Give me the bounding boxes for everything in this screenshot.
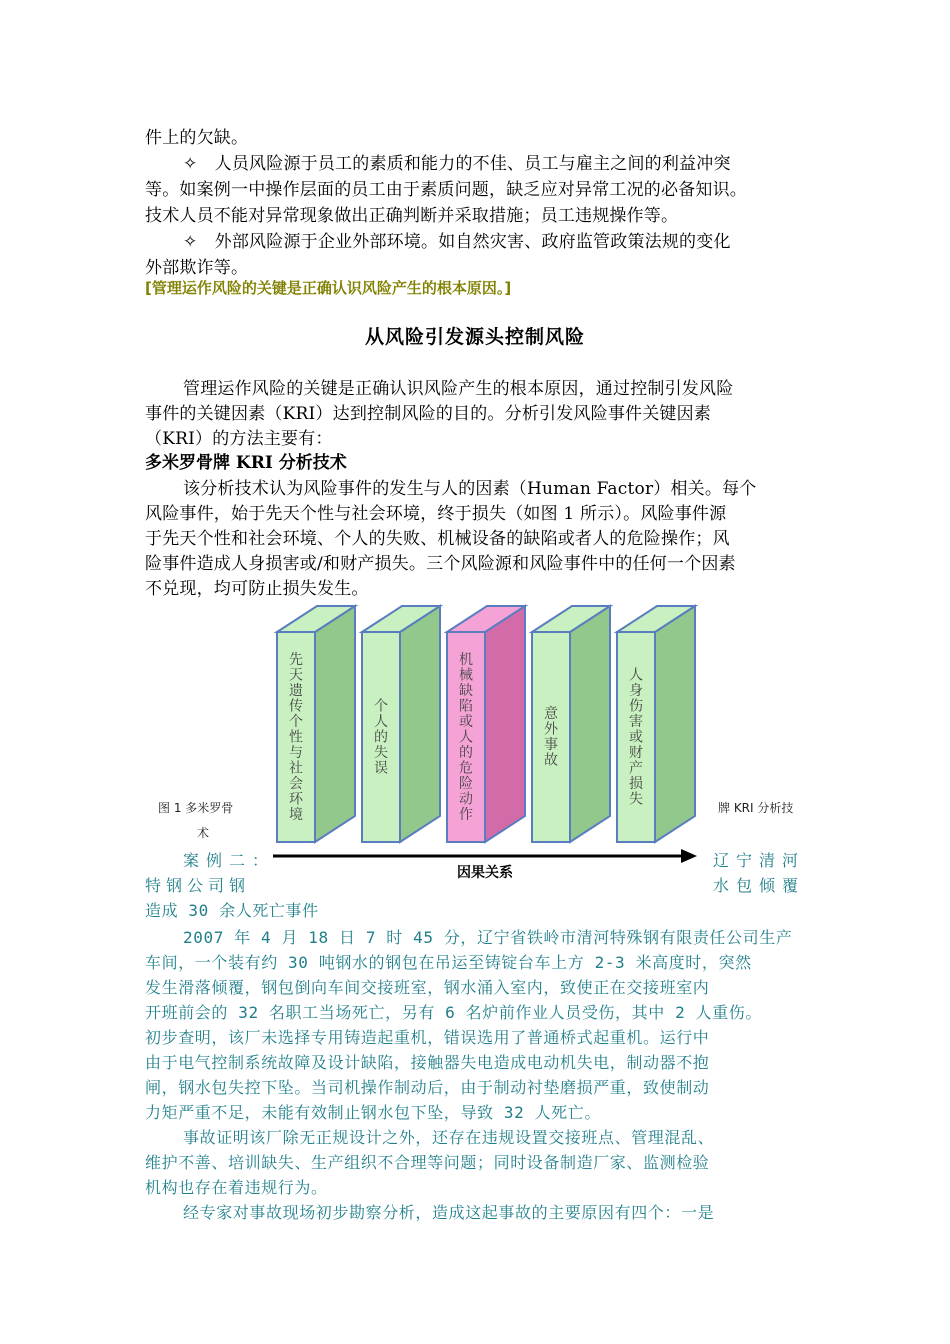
figure-caption-right: 牌 KRI 分析技 (718, 801, 794, 815)
case-text-line: 由于电气控制系统故障及设计缺陷，接触器失电造成电动机失电，制动器不抱 (145, 1053, 710, 1072)
domino-label: 意外事故 (544, 706, 558, 769)
text-line: 技术人员不能对异常现象做出正确判断并采取措施；员工违规操作等。 (145, 206, 679, 226)
bullet-line-personnel: ✧ 人员风险源于员工的素质和能力的不佳、员工与雇主之间的利益冲突 (183, 154, 731, 174)
figure-caption-left: 图 1 多米罗骨 (158, 801, 234, 815)
figure-caption-left-cont: 术 (197, 826, 210, 840)
domino-box-3 (447, 606, 525, 842)
text-line: 等。如案例一中操作层面的员工由于素质问题，缺乏应对异常工况的必备知识。 (145, 180, 747, 200)
case-text-line: 事故证明该厂除无正规设计之外，还存在违规设置交接班点、管理混乱、 (183, 1128, 715, 1147)
case-text-line: 维护不善、培训缺失、生产组织不合理等问题；同时设备制造厂家、监测检验 (145, 1153, 710, 1172)
text-line: 件上的欠缺。 (145, 128, 249, 148)
domino-figure (265, 598, 705, 888)
domino-label: 先天遗传个性与社会环境 (289, 651, 303, 823)
domino-label: 个人的失误 (374, 698, 388, 777)
bullet-line-external: ✧ 外部风险源于企业外部环境。如自然灾害、政府监管政策法规的变化 (183, 232, 731, 252)
text-line: 事件的关键因素（KRI）达到控制风险的目的。分析引发风险事件关键因素 (145, 404, 712, 424)
case-title-left: 案例二： (183, 851, 276, 870)
domino-box-1 (277, 606, 355, 842)
case-title-line-3: 造成 30 余人死亡事件 (145, 901, 319, 920)
domino-label: 人身伤害或财产损失 (629, 667, 643, 808)
domino-box-4 (532, 606, 610, 842)
domino-side-face (655, 606, 695, 842)
causal-arrow-head (681, 849, 697, 863)
text-line: 该分析技术认为风险事件的发生与人的因素（Human Factor）相关。每个 (183, 479, 757, 499)
case-title-right-2: 水包倾覆 (713, 876, 806, 895)
case-text-line: 2007 年 4 月 18 日 7 时 45 分，辽宁省铁岭市清河特殊钢有限责任公司生产 (183, 928, 793, 947)
case-text-line: 经专家对事故现场初步勘察分析，造成这起事故的主要原因有四个：一是 (183, 1203, 715, 1222)
case-title-left-2: 特钢公司钢 (145, 876, 251, 895)
domino-side-face (570, 606, 610, 842)
section-title: 从风险引发源头控制风险 (364, 326, 585, 348)
text-line: （KRI）的方法主要有： (145, 429, 333, 449)
case-text-line: 发生滑落倾覆，钢包倒向车间交接班室，钢水涌入室内，致使正在交接班室内 (145, 978, 710, 997)
domino-label: 机械缺陷或人的危险动作 (459, 651, 473, 823)
case-text-line: 力矩严重不足，未能有效制止钢水包下坠，导致 32 人死亡。 (145, 1103, 601, 1122)
case-text-line: 机构也存在着违规行为。 (145, 1178, 328, 1197)
case-text-line: 初步查明，该厂未选择专用铸造起重机，错误选用了普通桥式起重机。运行中 (145, 1028, 710, 1047)
domino-side-face (485, 606, 525, 842)
domino-side-face (400, 606, 440, 842)
causal-label: 因果关系 (457, 865, 513, 881)
domino-side-face (315, 606, 355, 842)
case-text-line: 闸，钢水包失控下坠。当司机操作制动后，由于制动衬垫磨损严重，致使制动 (145, 1078, 710, 1097)
text-line: 风险事件，始于先天个性与社会环境，终于损失（如图 1 所示）。风险事件源 (145, 504, 727, 524)
text-line: 于先天个性和社会环境、个人的失败、机械设备的缺陷或者人的危险操作；风 (145, 529, 730, 549)
domino-box-2 (362, 606, 440, 842)
case-title-right: 辽宁清河 (713, 851, 806, 870)
text-line: 外部欺诈等。 (145, 258, 249, 278)
text-line: 险事件造成人身损害或/和财产损失。三个风险源和风险事件中的任何一个因素 (145, 554, 736, 574)
subheading: 多米罗骨牌 KRI 分析技术 (145, 453, 347, 473)
highlight-note: [管理运作风险的关键是正确认识风险产生的根本原因。] (145, 279, 512, 297)
text-line: 管理运作风险的关键是正确认识风险产生的根本原因，通过控制引发风险 (183, 379, 734, 399)
text-line: 不兑现，均可防止损失发生。 (145, 579, 369, 599)
case-text-line: 开班前会的 32 名职工当场死亡，另有 6 名炉前作业人员受伤，其中 2 人重伤。 (145, 1003, 762, 1022)
domino-box-5 (617, 606, 695, 842)
case-text-line: 车间，一个装有约 30 吨钢水的钢包在吊运至铸锭台车上方 2-3 米高度时，突然 (145, 953, 752, 972)
